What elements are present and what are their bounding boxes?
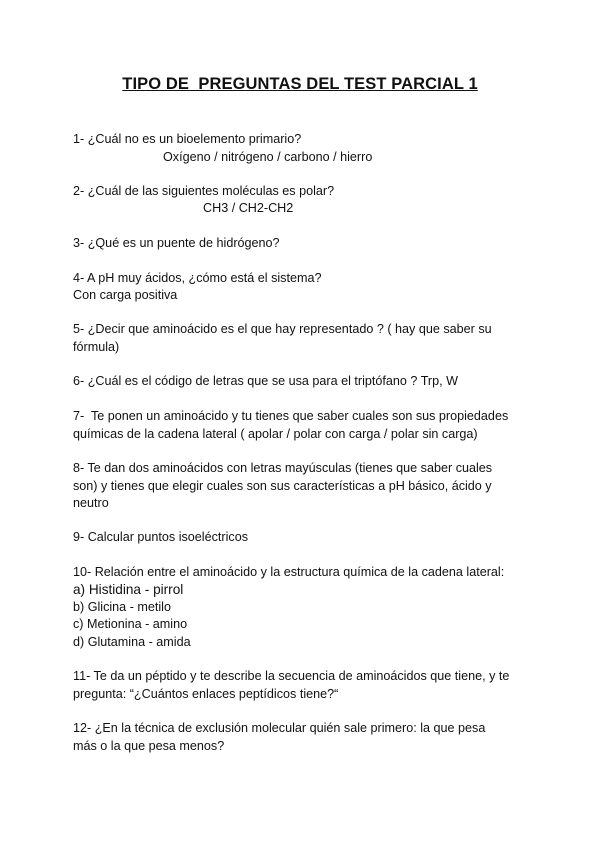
question-10-option-d: d) Glutamina - amida bbox=[73, 635, 191, 649]
question-8-line-3: neutro bbox=[73, 496, 109, 510]
question-2-options: CH3 / CH2-CH2 bbox=[203, 201, 294, 215]
question-10-option-a: a) Histidina - pirrol bbox=[73, 582, 184, 597]
question-12-line-2: más o la que pesa menos? bbox=[73, 739, 225, 753]
question-8-line-1: 8- Te dan dos aminoácidos con letras mayúsculas (tienes que saber cuales bbox=[73, 461, 493, 475]
question-1: 1- ¿Cuál no es un bioelemento primario? bbox=[73, 132, 302, 146]
document-title: TIPO DE PREGUNTAS DEL TEST PARCIAL 1 bbox=[122, 75, 478, 93]
question-7-line-1: 7- Te ponen un aminoácido y tu tienes que saber cuales son sus propiedades bbox=[73, 409, 509, 423]
question-11-line-1: 11- Te da un péptido y te describe la secuencia de aminoácidos que tiene, y te bbox=[73, 669, 510, 683]
question-12-line-1: 12- ¿En la técnica de exclusión molecular quién sale primero: la que pesa bbox=[73, 721, 486, 735]
question-4-answer: Con carga positiva bbox=[73, 288, 178, 302]
question-10-option-c: c) Metionina - amino bbox=[73, 617, 188, 631]
question-3: 3- ¿Qué es un puente de hidrógeno? bbox=[73, 236, 280, 250]
question-10-option-b: b) Glicina - metilo bbox=[73, 600, 171, 614]
question-8-line-2: son) y tienes que elegir cuales son sus características a pH básico, ácido y bbox=[73, 479, 492, 493]
question-10: 10- Relación entre el aminoácido y la estructura química de la cadena lateral: bbox=[73, 565, 505, 579]
question-5-line-2: fórmula) bbox=[73, 340, 120, 354]
question-1-options: Oxígeno / nitrógeno / carbono / hierro bbox=[163, 150, 373, 164]
question-9: 9- Calcular puntos isoeléctricos bbox=[73, 530, 248, 544]
question-5-line-1: 5- ¿Decir que aminoácido es el que hay representado ? ( hay que saber su bbox=[73, 322, 492, 336]
question-4: 4- A pH muy ácidos, ¿cómo está el sistema? bbox=[73, 271, 322, 285]
question-7-line-2: químicas de la cadena lateral ( apolar / polar con carga / polar sin carga) bbox=[73, 427, 478, 441]
question-11-line-2: pregunta: “¿Cuántos enlaces peptídicos tiene?“ bbox=[73, 687, 339, 701]
question-6: 6- ¿Cuál es el código de letras que se usa para el triptófano ? Trp, W bbox=[73, 374, 459, 388]
question-2: 2- ¿Cuál de las siguientes moléculas es polar? bbox=[73, 184, 335, 198]
